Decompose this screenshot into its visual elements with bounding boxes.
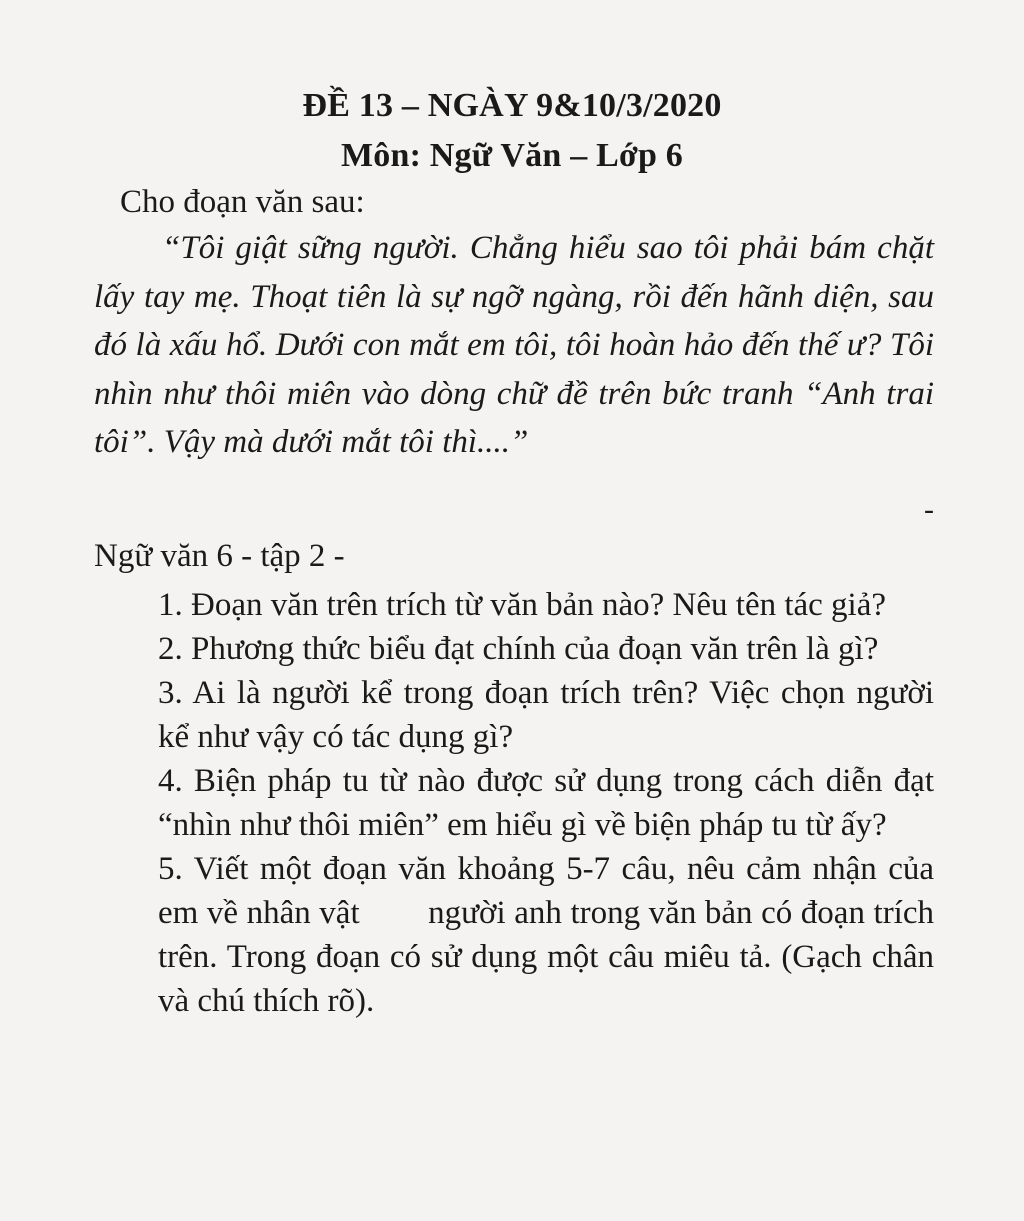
exam-title: ĐỀ 13 – NGÀY 9&10/3/2020	[302, 87, 722, 124]
question-item: 2. Phương thức biểu đạt chính của đoạn văn trên là gì?	[158, 631, 879, 667]
question-list	[158, 583, 943, 1023]
question-item: 3. Ai là người kể trong đoạn trích trên? Việc chọn người kể như vậy có tác dụng gì?	[158, 675, 934, 755]
exam-subtitle: Môn: Ngữ Văn – Lớp 6	[340, 137, 684, 174]
question-item: 1. Đoạn văn trên trích từ văn bản nào? Nêu tên tác giả?	[158, 587, 887, 623]
intro-line: Cho đoạn văn sau:	[120, 184, 365, 220]
source-line: Ngữ văn 6 - tập 2 -	[94, 538, 345, 574]
stray-dash: -	[924, 493, 934, 526]
quoted-passage: “Tôi giật sững người. Chẳng hiểu sao tôi phải bám chặt lấy tay mẹ. Thoạt tiên là sự ngỡ ngàng, rồi đến hãnh diện, sau đó là xấu hổ. Dưới con mắt em tôi, tôi hoàn hảo đến thế ư? Tôi nhìn như thôi miên vào dòng chữ đề trên bức tranh “Anh trai tôi”. Vậy mà dưới mắt tôi thì....”	[94, 230, 934, 460]
question-item: 4. Biện pháp tu từ nào được sử dụng trong cách diễn đạt “nhìn như thôi miên” em hiểu gì về biện pháp tu từ ấy?	[158, 763, 934, 843]
question-item: 5. Viết một đoạn văn khoảng 5-7 câu, nêu cảm nhận của em về nhân vật người anh trong văn bản có đoạn trích trên. Trong đoạn có sử dụng một câu miêu tả. (Gạch chân và chú thích rõ).	[158, 851, 943, 1019]
